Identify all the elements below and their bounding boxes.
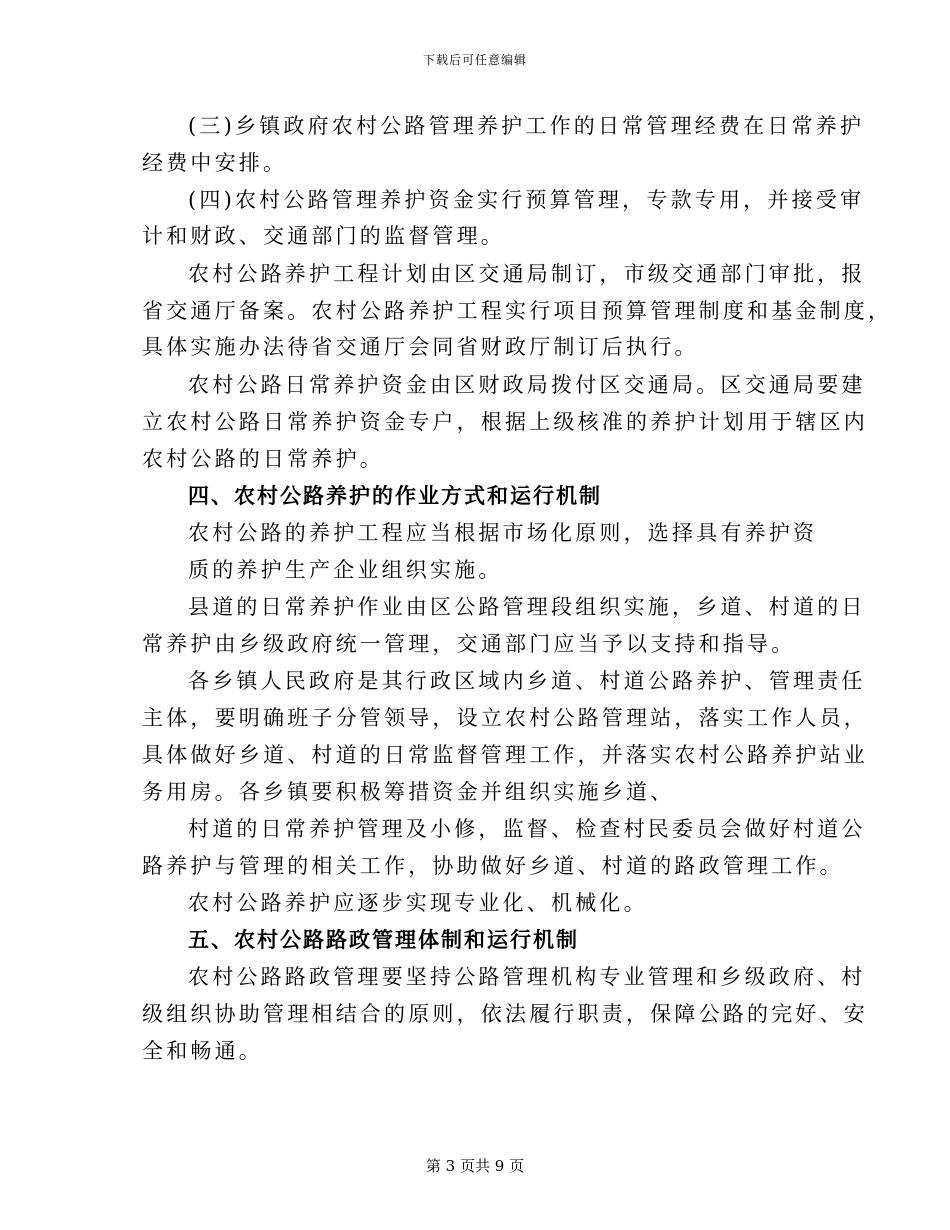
body-line: 县道的日常养护作业由区公路管理段组织实施，乡道、村道的日 — [188, 595, 866, 619]
page-footer: 第 3 页共 9 页 — [425, 1157, 525, 1175]
section-heading: 四、农村公路养护的作业方式和运行机制 — [188, 483, 602, 508]
body-line: 计和财政、交通部门的监督管理。 — [142, 224, 505, 248]
body-line: (四)农村公路管理养护资金实行预算管理，专款专用，并接受审 — [188, 188, 865, 212]
body-line: 具体实施办法待省交通厅会同省财政厅制订后执行。 — [142, 335, 699, 359]
body-line: (三)乡镇政府农村公路管理养护工作的日常管理经费在日常养护 — [188, 114, 865, 138]
body-line: 经费中安排。 — [142, 151, 288, 175]
body-line: 农村公路的养护工程应当根据市场化原则，选择具有养护资 — [188, 521, 818, 545]
body-line: 全和畅通。 — [142, 1039, 263, 1063]
body-line: 农村公路日常养护资金由区财政局拨付区交通局。区交通局要建 — [188, 373, 866, 397]
body-line: 农村公路养护工程计划由区交通局制订，市级交通部门审批，报 — [188, 262, 866, 286]
body-line: 省交通厅备案。农村公路养护工程实行项目预算管理制度和基金制度， — [142, 299, 893, 323]
body-line: 主体，要明确班子分管领导，设立农村公路管理站，落实工作人员， — [142, 706, 868, 730]
body-line: 质的养护生产企业组织实施。 — [188, 558, 503, 582]
section-heading: 五、农村公路路政管理体制和运行机制 — [188, 927, 579, 952]
body-line: 各乡镇人民政府是其行政区域内乡道、村道公路养护、管理责任 — [188, 669, 866, 693]
body-line: 路养护与管理的相关工作，协助做好乡道、村道的路政管理工作。 — [142, 854, 844, 878]
body-line: 务用房。各乡镇要积极筹措资金并组织实施乡道、 — [142, 780, 675, 804]
body-line: 常养护由乡级政府统一管理，交通部门应当予以支持和指导。 — [142, 632, 796, 656]
body-line: 具体做好乡道、村道的日常监督管理工作，并落实农村公路养护站业 — [142, 743, 868, 767]
page-header: 下载后可任意编辑 — [422, 53, 527, 67]
body-line: 村道的日常养护管理及小修，监督、检查村民委员会做好村道公 — [188, 817, 866, 841]
body-line: 级组织协助管理相结合的原则，依法履行职责，保障公路的完好、安 — [142, 1002, 868, 1026]
body-line: 立农村公路日常养护资金专户，根据上级核准的养护计划用于辖区内 — [142, 410, 868, 434]
body-line: 农村公路的日常养护。 — [142, 447, 384, 471]
body-line: 农村公路养护应逐步实现专业化、机械化。 — [188, 891, 648, 915]
body-line: 农村公路路政管理要坚持公路管理机构专业管理和乡级政府、村 — [188, 965, 866, 989]
